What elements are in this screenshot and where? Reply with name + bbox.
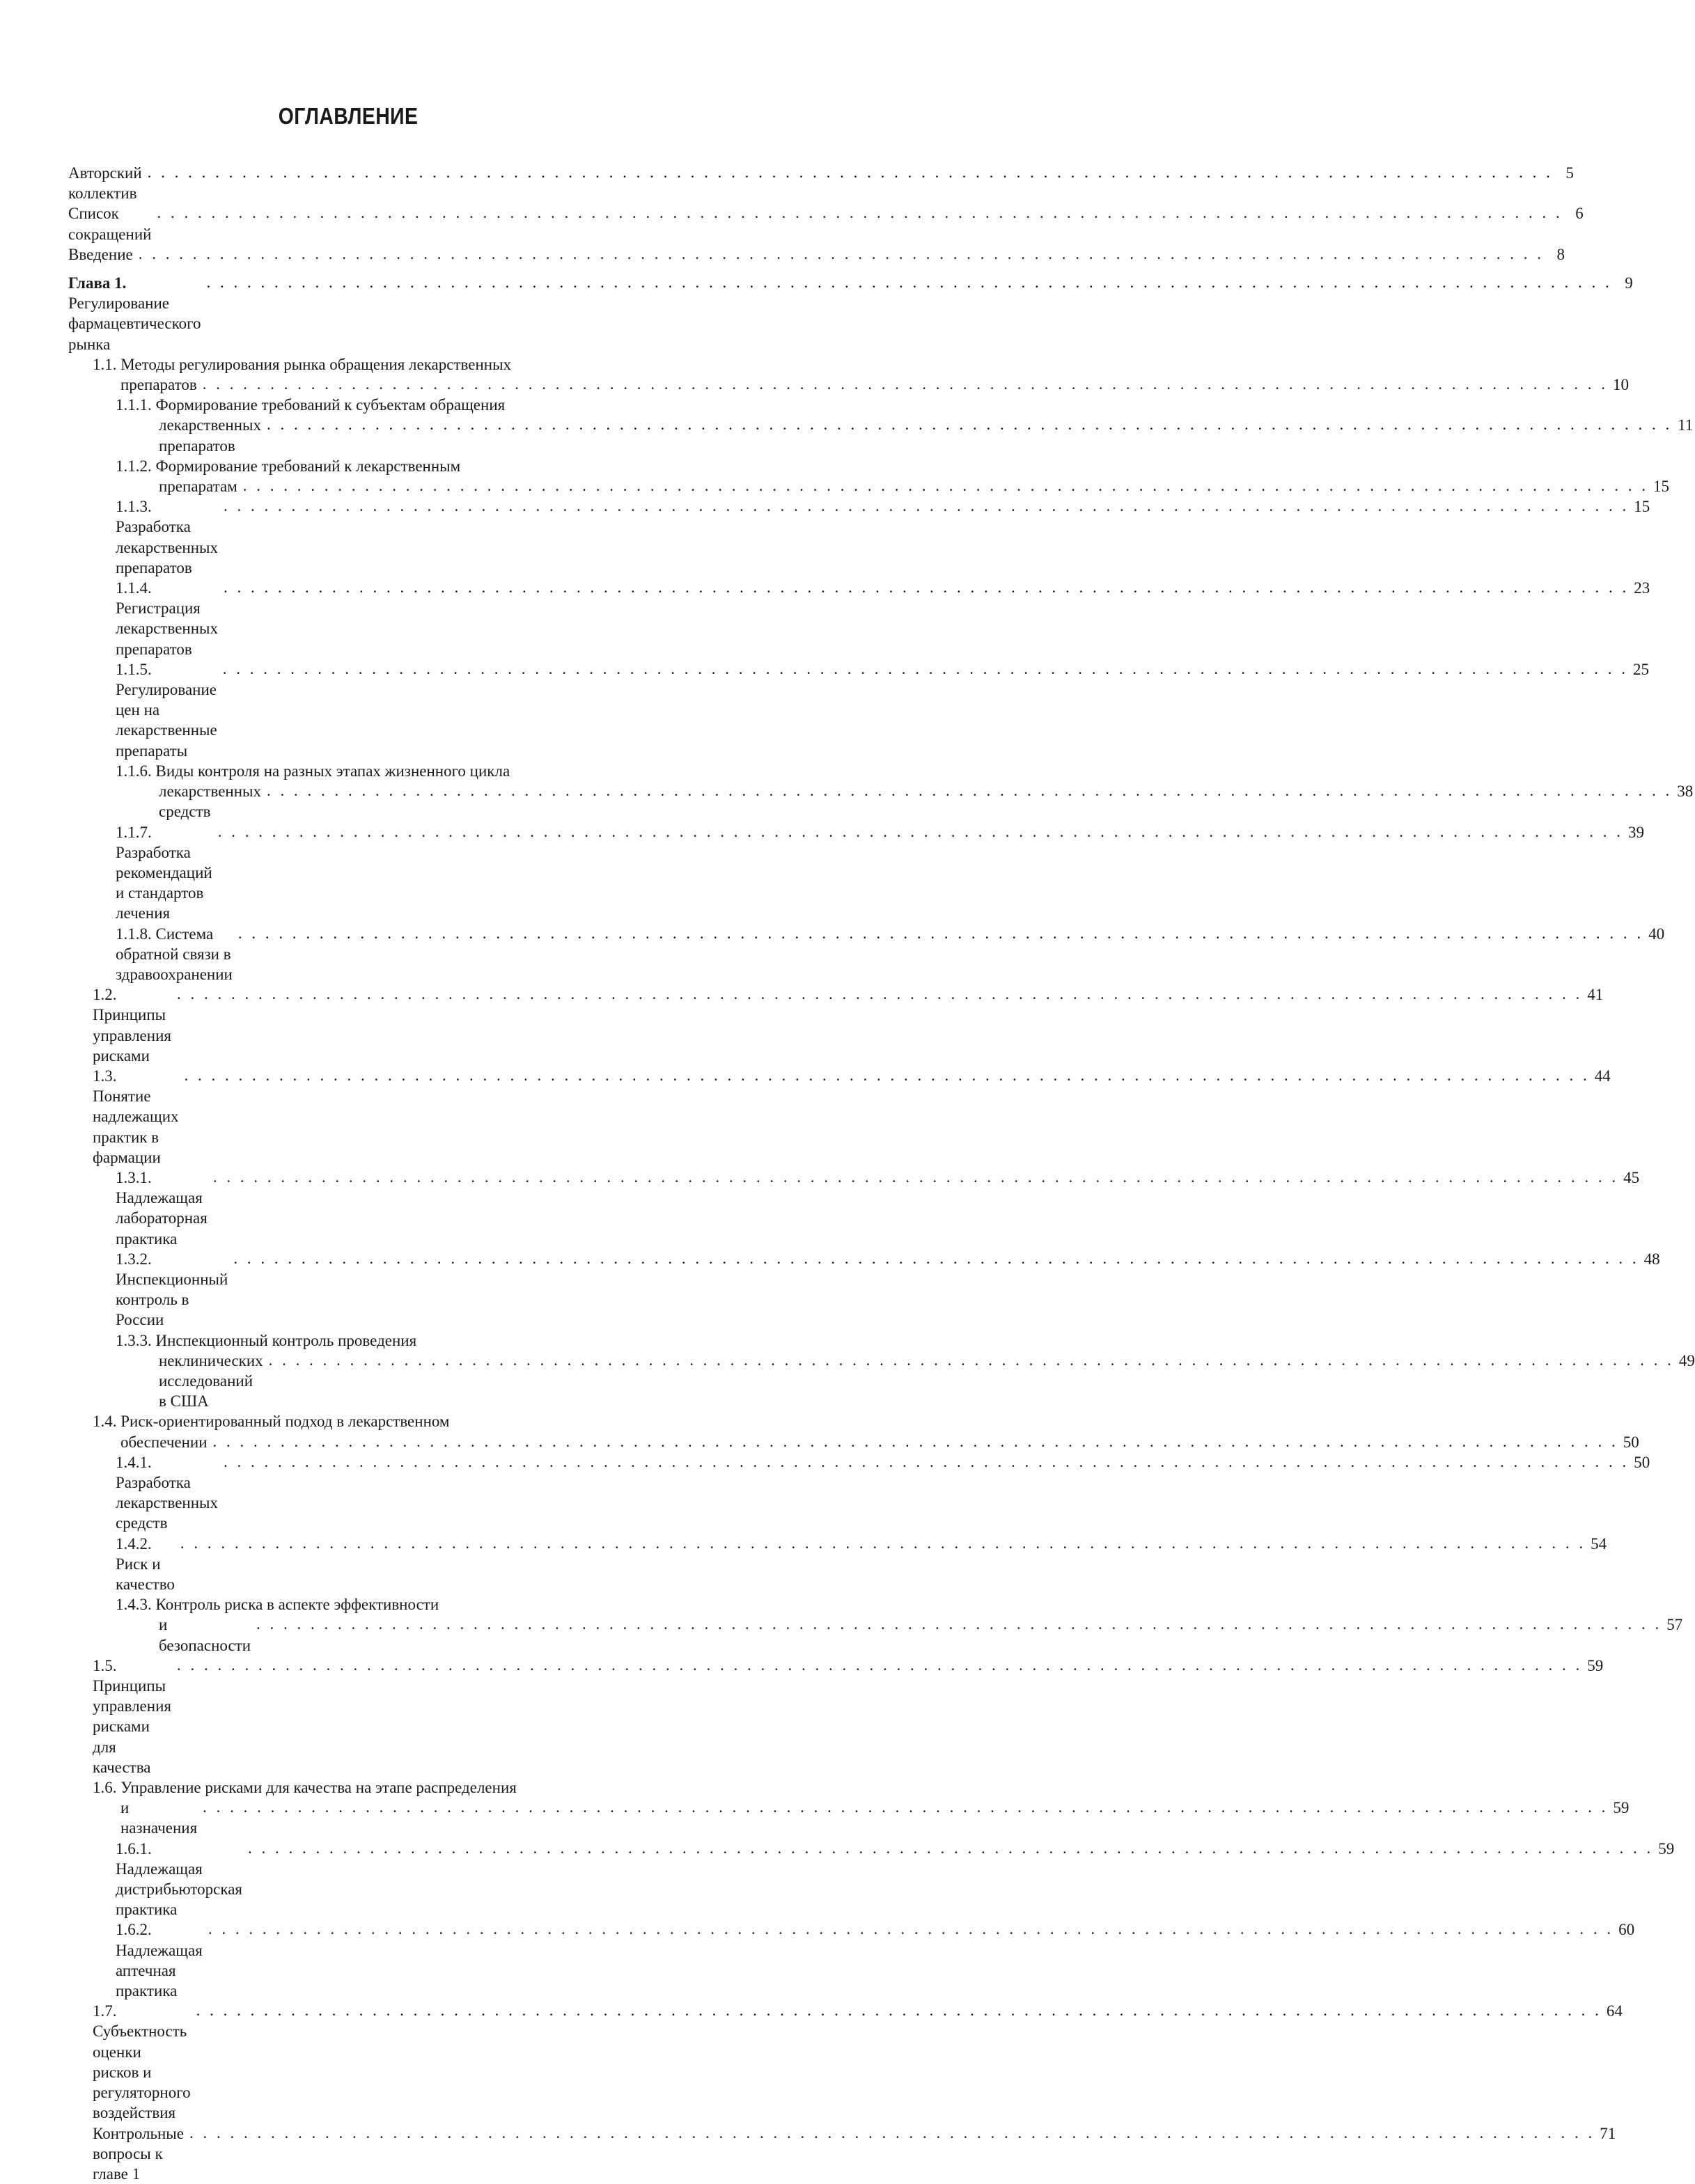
chapter-title: Регулирование фармацевтического рынка (68, 294, 201, 352)
toc-entry[interactable] (68, 354, 620, 395)
toc-entry-title: Список сокращений (68, 203, 151, 244)
toc-entry-title: 1.1.1. Формирование требований к субъектам обращения (116, 395, 620, 415)
toc-page-number: 39 (1627, 822, 1644, 842)
toc-page-number: 38 (1676, 781, 1693, 801)
leader-dots (177, 1655, 1582, 1675)
page-title: ОГЛАВЛЕНИЕ (49, 103, 648, 129)
toc-entry-title: 1.4.2. Риск и качество (116, 1534, 175, 1595)
leader-dots (269, 1350, 1674, 1370)
toc-page-number: 71 (1599, 2123, 1616, 2144)
toc-entry-continuation (116, 476, 620, 496)
toc-entry[interactable] (68, 1330, 620, 1412)
toc-entry[interactable] (68, 395, 620, 456)
toc-entry-authors[interactable] (68, 163, 620, 203)
toc-page-number: 15 (1653, 476, 1669, 496)
toc-entry-title-continued: препаратам (159, 476, 237, 496)
toc-entry-title: 1.3.2. Инспекционный контроль в России (116, 1249, 228, 1330)
leader-dots (224, 1452, 1629, 1472)
leader-dots (223, 659, 1628, 679)
toc-entry-continuation (93, 1432, 620, 1452)
toc-entry[interactable] (68, 1919, 620, 2001)
toc-entry-continuation (93, 1798, 620, 1838)
leader-dots (139, 244, 1544, 264)
leader-dots (208, 1919, 1614, 1939)
toc-page-number: 60 (1618, 1919, 1634, 1940)
toc-entry-title: 1.1.7. Разработка рекомендаций и стандартов лечения (116, 822, 212, 924)
toc-page-number: 59 (1586, 1656, 1603, 1676)
toc-page-number: 57 (1666, 1615, 1682, 1635)
toc-entry-continuation (116, 1351, 620, 1412)
toc-entry-title: 1.3.1. Надлежащая лабораторная практика (116, 1168, 208, 1249)
leader-dots (233, 1248, 1639, 1268)
leader-dots (148, 162, 1553, 182)
toc-entry[interactable] (68, 1168, 620, 1249)
toc-page-number: 41 (1586, 984, 1603, 1005)
toc-entry-title: 1.1.8. Система обратной связи в здравоохранении (116, 924, 233, 985)
toc-page-number: 49 (1678, 1351, 1695, 1371)
toc-page-number: 9 (1616, 273, 1633, 293)
toc-entry-title: 1.1.5. Регулирование цен на лекарственные препараты (116, 659, 217, 761)
toc-entry[interactable] (68, 1839, 620, 1920)
toc-entry-title: 1.1.3. Разработка лекарственных препаратов (116, 496, 218, 578)
leader-dots (267, 780, 1672, 801)
toc-page-number: 64 (1606, 2001, 1623, 2021)
leader-dots (213, 1167, 1618, 1187)
toc-page-number: 8 (1548, 244, 1565, 265)
toc-entry-title: 1.3. Понятие надлежащих практик в фармации (93, 1066, 179, 1168)
leader-dots (238, 923, 1643, 943)
leader-dots (213, 1431, 1618, 1452)
toc-page-number: 54 (1590, 1534, 1607, 1554)
leader-dots (224, 577, 1629, 597)
toc-page-number: 45 (1623, 1168, 1639, 1188)
toc-entry-title: 1.5. Принципы управления рисками для качества (93, 1656, 171, 1777)
toc-entry-title-continued: неклинических исследований в США (159, 1351, 263, 1412)
toc-entry[interactable] (68, 1777, 620, 1839)
toc-entry[interactable] (68, 1452, 620, 1534)
toc-sections (68, 354, 620, 2184)
chapter-label: Глава 1. (68, 274, 126, 292)
toc-entry[interactable] (68, 1066, 620, 1168)
toc-entry[interactable] (68, 1411, 620, 1452)
leader-dots (248, 1838, 1653, 1858)
toc-entry[interactable] (68, 1249, 620, 1330)
toc-page-number: 48 (1643, 1249, 1660, 1269)
toc-entry-title: 1.6. Управление рисками для качества на этапе распределения (93, 1777, 620, 1798)
toc-entry[interactable] (68, 924, 620, 985)
toc-entry-title-continued: и безопасности (159, 1615, 251, 1655)
toc-entry[interactable] (68, 761, 620, 822)
toc-entry-title: Контрольные вопросы к главе 1 (93, 2123, 184, 2184)
toc-entry-title (68, 273, 201, 354)
table-of-contents (68, 163, 620, 2184)
toc-entry-title-continued: лекарственных средств (159, 781, 261, 822)
toc-entry-title-continued: лекарственных препаратов (159, 415, 261, 455)
leader-dots (157, 203, 1562, 223)
toc-entry[interactable] (68, 456, 620, 496)
toc-page-number: 5 (1557, 163, 1574, 183)
leader-dots (243, 476, 1648, 496)
leader-dots (224, 496, 1629, 516)
toc-page-number: 10 (1612, 375, 1629, 395)
toc-entry-title-continued: обеспечении (120, 1432, 208, 1452)
toc-entry[interactable] (68, 1656, 620, 1777)
toc-page-number: 59 (1657, 1839, 1674, 1859)
toc-entry-abbreviations[interactable] (68, 203, 620, 244)
toc-page-number: 23 (1633, 578, 1650, 598)
toc-entry-title: 1.1. Методы регулирования рынка обращения лекарственных (93, 354, 620, 375)
toc-entry[interactable] (68, 578, 620, 659)
toc-page-number: 40 (1648, 924, 1664, 944)
leader-dots (256, 1614, 1662, 1634)
toc-entry-title-continued: препаратов (120, 375, 197, 395)
toc-entry-chapter-1[interactable] (68, 273, 620, 354)
leader-dots (177, 984, 1582, 1004)
leader-dots (180, 1533, 1586, 1553)
toc-entry[interactable] (68, 1534, 620, 1595)
toc-entry[interactable] (68, 984, 620, 1066)
toc-entry-continuation (116, 1615, 620, 1655)
toc-page-number: 44 (1594, 1066, 1611, 1086)
toc-page-number: 25 (1632, 659, 1649, 679)
toc-entry-title: 1.4. Риск-ориентированный подход в лекарственном (93, 1411, 620, 1431)
toc-entry-continuation (116, 415, 620, 455)
toc-entry[interactable] (68, 822, 620, 924)
toc-entry-title: 1.4.1. Разработка лекарственных средств (116, 1452, 218, 1534)
toc-page-number: 50 (1633, 1452, 1650, 1472)
toc-entry[interactable] (68, 1594, 620, 1656)
toc-entry-title: Авторский коллектив (68, 163, 142, 203)
toc-entry-continuation (116, 781, 620, 822)
leader-dots (218, 822, 1623, 842)
leader-dots (203, 374, 1608, 394)
toc-page-number: 50 (1623, 1432, 1639, 1452)
toc-entry-title: 1.4.3. Контроль риска в аспекте эффективности (116, 1594, 620, 1615)
toc-entry-title: 1.6.1. Надлежащая дистрибьюторская практика (116, 1839, 242, 1920)
toc-entry-title: 1.1.4. Регистрация лекарственных препаратов (116, 578, 218, 659)
toc-entry[interactable] (68, 2001, 620, 2123)
toc-entry-introduction[interactable] (68, 244, 620, 265)
leader-dots (203, 1797, 1608, 1817)
toc-entry-title: 1.2. Принципы управления рисками (93, 984, 171, 1066)
toc-entry-title: 1.3.3. Инспекционный контроль проведения (116, 1330, 620, 1351)
toc-entry-title: 1.6.2. Надлежащая аптечная практика (116, 1919, 203, 2001)
toc-page-number: 11 (1676, 415, 1693, 435)
leader-dots (185, 1065, 1590, 1085)
leader-dots (267, 414, 1672, 434)
toc-page-number: 15 (1633, 496, 1650, 517)
toc-page-number: 59 (1612, 1798, 1629, 1818)
toc-entry-title: 1.7. Субъектность оценки рисков и регуляторного воздействия (93, 2001, 191, 2123)
leader-dots (196, 2000, 1602, 2020)
leader-dots (189, 2123, 1595, 2143)
leader-dots (206, 272, 1611, 292)
toc-entry-title: 1.1.6. Виды контроля на разных этапах жизненного цикла (116, 761, 620, 781)
toc-entry-continuation (93, 375, 620, 395)
toc-entry[interactable] (68, 2123, 620, 2184)
toc-page-number: 6 (1567, 203, 1584, 223)
toc-entry[interactable] (68, 659, 620, 761)
toc-entry-title-continued: и назначения (120, 1798, 197, 1838)
toc-entry-title: Введение (68, 244, 133, 265)
toc-entry-title: 1.1.2. Формирование требований к лекарственным (116, 456, 620, 476)
toc-entry[interactable] (68, 496, 620, 578)
